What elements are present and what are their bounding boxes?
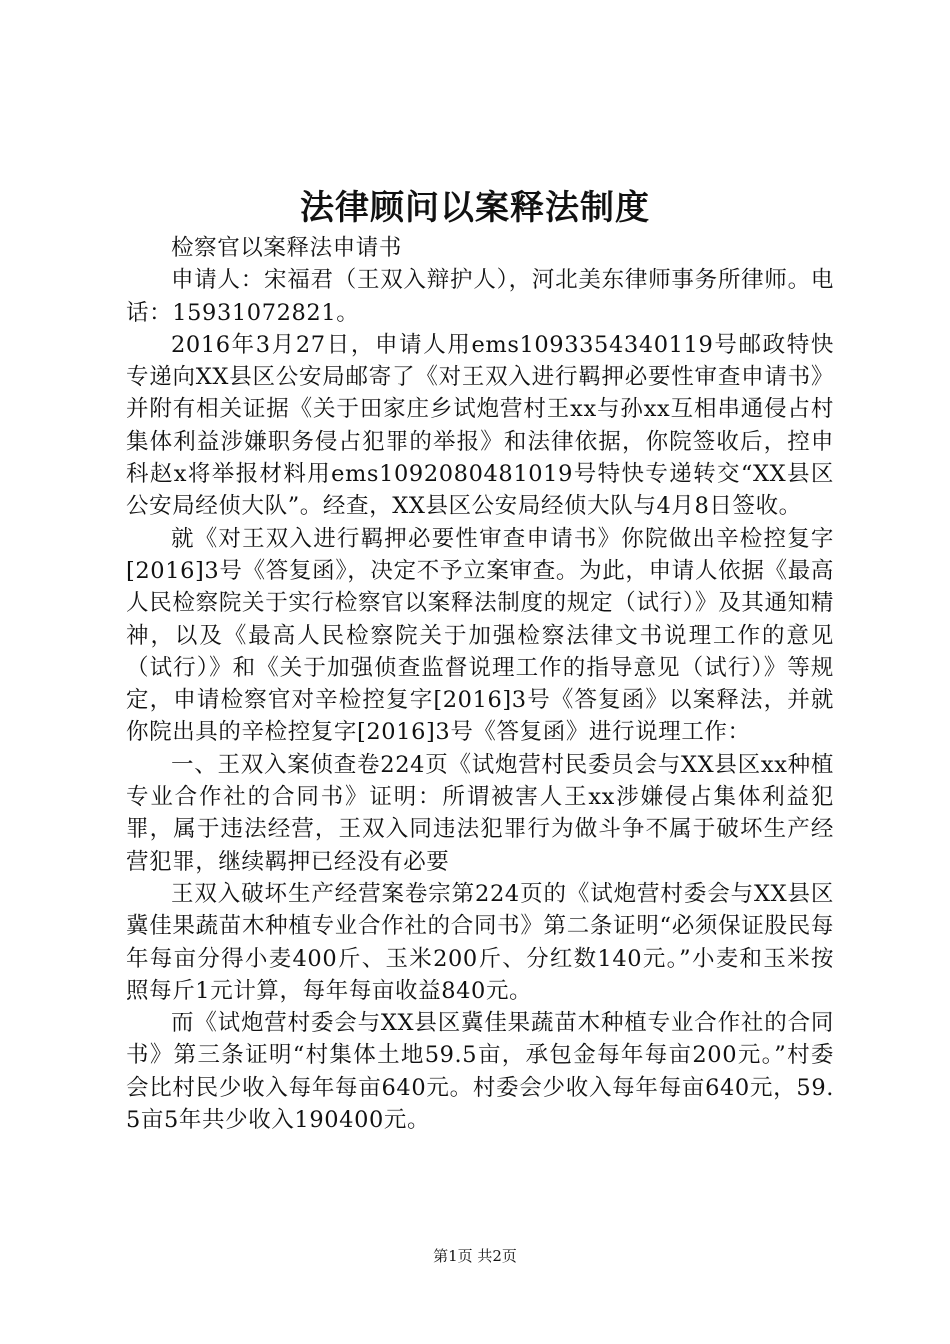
paragraph-mailing: 2016年3月27日，申请人用ems1093354340119号邮政特快专递向XX县区公安局邮寄了《对王双入进行羁押必要性审查申请书》并附有相关证据《关于田家庄乡试炮营村王xx与孙xx互相串通侵占村集体利益涉嫌职务侵占犯罪的举报》和法律依据，你院签收后，控申科赵x将举报材料用ems1092080481019号特快专递转交“XX县区公安局经侦大队”。经查，XX县区公安局经侦大队与4月8日签收。: [126, 331, 834, 520]
paragraph-contract-article-three: 而《试炮营村委会与XX县区冀佳果蔬苗木种植专业合作社的合同书》第三条证明“村集体土地59.5亩，承包金每年每亩200元。”村委会比村民少收入每年每亩640元。村委会少收入每年每亩640元，59.5亩5年共少收入190400元。: [126, 1010, 834, 1134]
paragraph-applicant: 申请人：宋福君（王双入辩护人），河北美东律师事务所律师。电话：15931072821。: [126, 267, 834, 326]
paragraph-contract-article-two: 王双入破坏生产经营案卷宗第224页的《试炮营村委会与XX县区冀佳果蔬苗木种植专业合作社的合同书》第二条证明“必须保证股民每年每亩分得小麦400斤、玉米200斤、分红数140元。”小麦和玉米按照每斤1元计算，每年每亩收益840元。: [126, 880, 834, 1004]
paragraph-subtitle: 检察官以案释法申请书: [171, 235, 403, 261]
document-body: [126, 232, 834, 1136]
paragraph-request: 就《对王双入进行羁押必要性审查申请书》你院做出辛检控复字[2016]3号《答复函》，决定不予立案审查。为此，申请人依据《最高人民检察院关于实行检察官以案释法制度的规定（试行）》及其通知精神，以及《最高人民检察院关于加强检察法律文书说理工作的意见（试行）》和《关于加强侦查监督说理工作的指导意见（试行）》等规定，申请检察官对辛检控复字[2016]3号《答复函》以案释法，并就你院出具的辛检控复字[2016]3号《答复函》进行说理工作：: [126, 525, 834, 746]
paragraph-point-one: 一、王双入案侦查卷224页《试炮营村民委员会与XX县区xx种植专业合作社的合同书》证明：所谓被害人王xx涉嫌侵占集体利益犯罪，属于违法经营，王双入同违法犯罪行为做斗争不属于破坏生产经营犯罪，继续羁押已经没有必要: [126, 751, 834, 875]
document-title: 法律顾问以案释法制度: [300, 188, 650, 228]
page-number-footer: 第1页 共2页: [433, 1247, 517, 1265]
